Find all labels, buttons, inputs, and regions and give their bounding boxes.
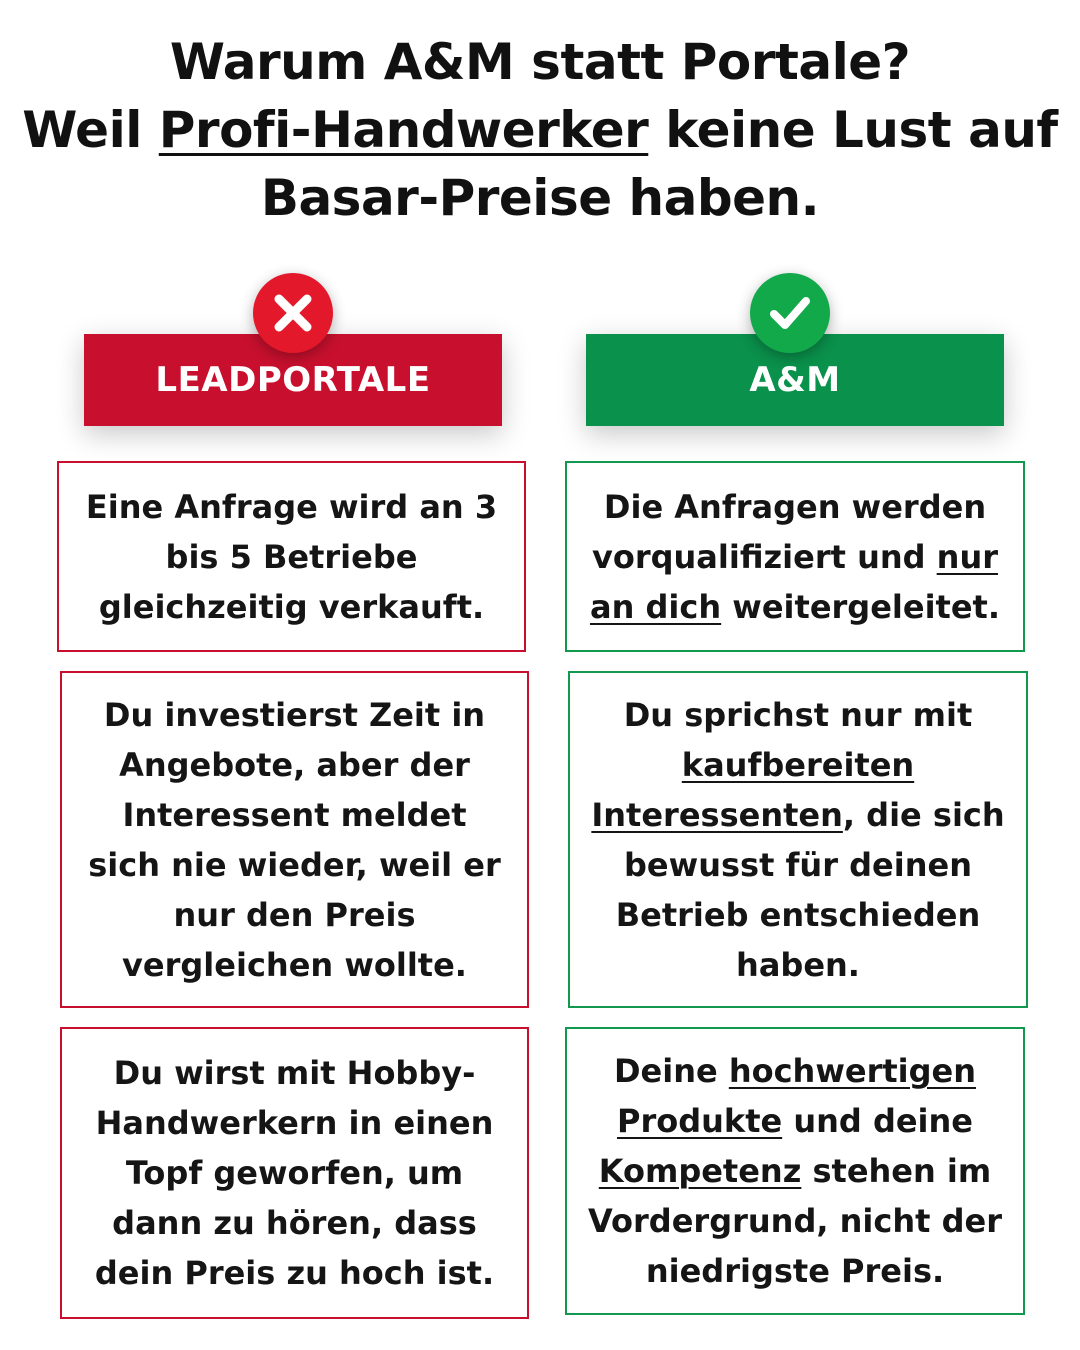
am-card-2 [568,671,1028,1008]
leadportale-label: LEADPORTALE [155,360,431,400]
am-card-2-text-part: Du sprichst nur mit [623,695,973,734]
leadportale-card-3-text: Du wirst mit Hobby-Handwerkern in einen Topf geworfen, um dann zu hören, dass dein Preis zu hoch ist. [94,1054,495,1292]
am-card-3-text-mid: und deine [782,1102,973,1140]
leadportale-card-2 [60,671,529,1008]
leadportale-card-1-text: Eine Anfrage wird an 3 bis 5 Betriebe gleichzeitig verkauft. [85,487,498,626]
am-card-1-underlined: nur an dich [590,537,999,626]
am-card-1-text [587,482,1003,632]
headline-line-2-end: keine Lust auf [648,101,1058,159]
headline [0,28,1080,232]
headline-line-3: Basar-Preise haben. [260,169,820,227]
am-card-3-text-part: Deine [613,1052,729,1090]
am-card-3-underlined-1: hochwertigen Produkte [617,1052,977,1140]
am-card-3-text-end: stehen im Vordergrund, nicht der niedrigste Preis. [588,1152,1002,1290]
leadportale-card-1 [57,461,526,652]
checkmark-icon [750,273,830,353]
headline-underlined-phrase: Profi-Handwerker [158,101,649,159]
headline-line-1: Warum A&M statt Portale? [169,33,911,91]
am-card-3 [565,1027,1025,1315]
am-card-1-text-part: Die Anfragen werden vorqualifiziert und [591,487,987,576]
am-card-2-text-end: , die sich bewusst für deinen Betrieb entschieden haben. [615,795,1005,984]
cross-icon-glyph [270,290,316,336]
checkmark-icon-glyph [767,290,813,336]
leadportale-card-2-text: Du investierst Zeit in Angebote, aber der Interessent meldet sich nie wieder, weil er nur den Preis vergleichen wollte. [88,695,501,984]
am-card-1-text-end: weitergeleitet. [721,587,1000,626]
am-card-3-underlined-2: Kompetenz [598,1152,802,1190]
cross-icon [253,273,333,353]
am-card-1 [565,461,1025,652]
leadportale-card-3 [60,1027,529,1319]
am-card-2-text [590,690,1006,990]
am-card-2-underlined: kaufbereiten Interessenten [591,745,915,834]
headline-line-2 [0,96,1080,164]
headline-line-2-start: Weil [22,101,159,159]
am-label: A&M [749,360,841,400]
am-card-3-text [587,1046,1003,1296]
